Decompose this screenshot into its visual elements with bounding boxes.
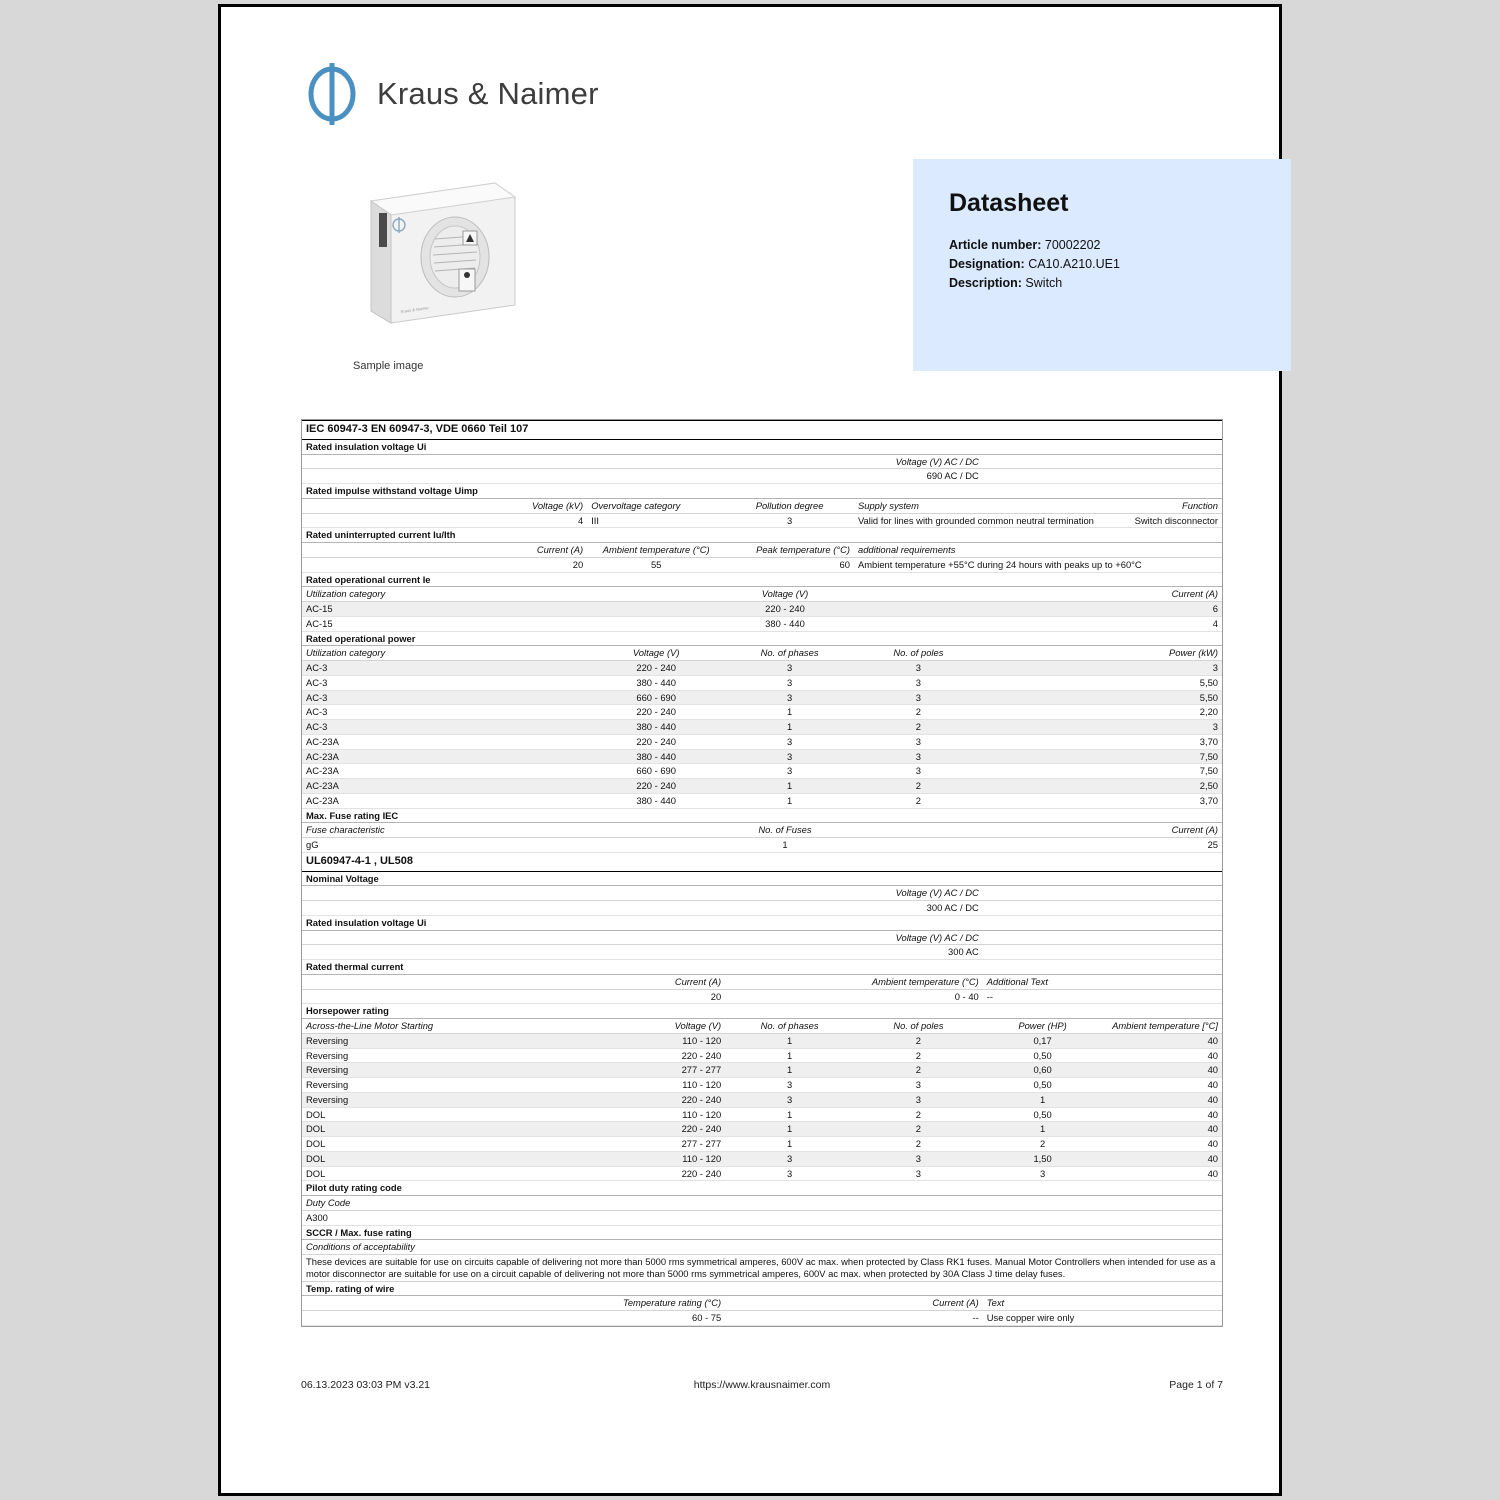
opp-voltage: 220 - 240 [587,779,725,794]
hp-ambient: 40 [1102,1048,1222,1063]
section-rated-thermal-current [302,960,1222,975]
hp-h-starting: Across-the-Line Motor Starting [302,1019,587,1034]
section-temp-rating-wire [302,1281,1222,1296]
svg-text:Kraus & Naimer: Kraus & Naimer [400,305,430,314]
hp-h-poles: No. of poles [854,1019,983,1034]
opp-category: AC-23A [302,779,587,794]
table-row [302,779,1222,794]
opp-h-category: Utilization category [302,646,587,661]
hp-power: 1 [983,1122,1103,1137]
footer-website-link[interactable]: https://www.krausnaimer.com [693,1379,831,1391]
pilot-duty-label: Pilot duty rating code [302,1181,1222,1196]
table-row [302,705,1222,720]
thermal-h-additional: Additional Text [983,974,1222,989]
brand-name: Kraus & Naimer [377,76,599,111]
opp-category: AC-23A [302,793,587,808]
table-row [302,1151,1222,1166]
hp-power: 0,50 [983,1107,1103,1122]
sccr-header [302,1240,1222,1255]
hp-voltage: 220 - 240 [587,1092,725,1107]
unint-h-current: Current (A) [302,543,587,558]
ul-nominal-header [302,886,1222,901]
opp-category: AC-23A [302,749,587,764]
fuse-h-characteristic: Fuse characteristic [302,823,587,838]
ul-thermal-row [302,989,1222,1004]
table-row [302,749,1222,764]
hp-starting: Reversing [302,1063,587,1078]
opp-phases: 1 [725,705,854,720]
pilot-duty-value: A300 [302,1210,1222,1225]
opp-phases: 1 [725,793,854,808]
product-sample-image [355,165,535,345]
hp-starting: Reversing [302,1048,587,1063]
fuse-h-current: Current (A) [983,823,1222,838]
wire-h-temp: Temperature rating (°C) [302,1296,725,1311]
footer-page-number: Page 1 of 7 [1169,1379,1223,1391]
opp-power: 3,70 [983,734,1222,749]
opp-poles: 3 [854,734,983,749]
ul-standard-title: UL60947-4-1 , UL508 [302,852,1222,871]
description-line [949,276,1062,290]
hp-poles: 3 [854,1092,983,1107]
hp-ambient: 40 [1102,1122,1222,1137]
table-row [302,734,1222,749]
opp-voltage: 380 - 440 [587,749,725,764]
section-rated-operational-current [302,572,1222,587]
ul-hp-header [302,1019,1222,1034]
rated-operational-current-label: Rated operational current Ie [302,572,1222,587]
opp-voltage: 660 - 690 [587,764,725,779]
opp-phases: 3 [725,675,854,690]
fuse-current: 25 [983,838,1222,853]
iec-uninterrupted-row [302,557,1222,572]
opp-phases: 3 [725,661,854,676]
hp-poles: 2 [854,1137,983,1152]
wire-h-text: Text [983,1296,1222,1311]
rated-operational-power-label: Rated operational power [302,631,1222,646]
wire-text: Use copper wire only [983,1311,1222,1326]
ul-insulation-row [302,945,1222,960]
impulse-h-supply: Supply system [854,498,1102,513]
hp-ambient: 40 [1102,1063,1222,1078]
hp-power: 0,17 [983,1033,1103,1048]
opc-category: AC-15 [302,602,587,617]
rated-insulation-voltage-label: Rated insulation voltage Ui [302,439,1222,454]
hp-phases: 3 [725,1151,854,1166]
hp-voltage: 110 - 120 [587,1151,725,1166]
opp-category: AC-3 [302,720,587,735]
thermal-additional: -- [983,989,1222,1004]
opc-current: 4 [983,616,1222,631]
hp-poles: 3 [854,1151,983,1166]
rated-thermal-current-label: Rated thermal current [302,960,1222,975]
description-label: Description: [949,276,1022,290]
opp-voltage: 220 - 240 [587,705,725,720]
fuse-characteristic: gG [302,838,587,853]
opp-power: 5,50 [983,690,1222,705]
sccr-note-row [302,1255,1222,1282]
opp-h-phases: No. of phases [725,646,854,661]
pilot-duty-row [302,1210,1222,1225]
opp-power: 7,50 [983,764,1222,779]
designation-value: CA10.A210.UE1 [1028,257,1120,271]
designation-line [949,257,1120,271]
hp-ambient: 40 [1102,1166,1222,1181]
opp-category: AC-3 [302,690,587,705]
opp-h-voltage: Voltage (V) [587,646,725,661]
wire-temp: 60 - 75 [302,1311,725,1326]
fuse-count: 1 [587,838,983,853]
section-horsepower-rating [302,1004,1222,1019]
table-row [302,838,1222,853]
iec-insulation-row [302,469,1222,484]
table-row [302,1063,1222,1078]
hp-ambient: 40 [1102,1137,1222,1152]
ul-thermal-header [302,974,1222,989]
hp-voltage: 110 - 120 [587,1107,725,1122]
impulse-h-voltage: Voltage (kV) [302,498,587,513]
section-rated-impulse [302,484,1222,499]
opc-h-voltage: Voltage (V) [587,587,983,602]
wire-current: -- [725,1311,983,1326]
impulse-pollution: 3 [725,513,854,528]
hp-phases: 1 [725,1107,854,1122]
hp-voltage: 277 - 277 [587,1063,725,1078]
hp-starting: Reversing [302,1033,587,1048]
ul-insulation-value: 300 AC [302,945,983,960]
opp-poles: 2 [854,720,983,735]
wire-header [302,1296,1222,1311]
spec-tables [301,419,1223,1327]
opp-category: AC-3 [302,661,587,676]
hp-h-ambient: Ambient temperature [°C] [1102,1019,1222,1034]
hp-starting: DOL [302,1137,587,1152]
opp-h-power: Power (kW) [983,646,1222,661]
iec-fuse-header [302,823,1222,838]
opp-poles: 3 [854,690,983,705]
article-number-value: 70002202 [1044,238,1101,252]
opp-poles: 2 [854,705,983,720]
section-rated-uninterrupted [302,528,1222,543]
opc-h-current: Current (A) [983,587,1222,602]
hp-power: 1 [983,1092,1103,1107]
unint-peak: 60 [725,557,854,572]
section-ul-standard [302,852,1222,871]
opp-phases: 1 [725,779,854,794]
hp-ambient: 40 [1102,1033,1222,1048]
iec-standard-title: IEC 60947-3 EN 60947-3, VDE 0660 Teil 107 [302,421,1222,440]
table-row [302,1107,1222,1122]
iec-oppower-header [302,646,1222,661]
opp-voltage: 380 - 440 [587,720,725,735]
page-content [283,47,1233,1427]
section-sccr [302,1225,1222,1240]
iec-insulation-header [302,454,1222,469]
opp-category: AC-23A [302,734,587,749]
hp-voltage: 220 - 240 [587,1122,725,1137]
table-row [302,793,1222,808]
fuse-h-count: No. of Fuses [587,823,983,838]
ul-rated-insulation-label: Rated insulation voltage Ui [302,915,1222,930]
datasheet-title: Datasheet [949,189,1069,217]
specifications-table [302,420,1222,1326]
impulse-overvoltage: III [587,513,725,528]
section-rated-operational-power [302,631,1222,646]
thermal-h-ambient: Ambient temperature (°C) [725,974,983,989]
unint-h-additional: additional requirements [854,543,1222,558]
table-row [302,720,1222,735]
hp-voltage: 110 - 120 [587,1078,725,1093]
opp-phases: 3 [725,764,854,779]
hp-phases: 3 [725,1078,854,1093]
opp-phases: 3 [725,734,854,749]
hp-starting: Reversing [302,1078,587,1093]
footer-timestamp: 06.13.2023 03:03 PM v3.21 [301,1379,431,1391]
iec-impulse-header [302,498,1222,513]
iec-insulation-value: 690 AC / DC [302,469,983,484]
hp-phases: 1 [725,1122,854,1137]
unint-additional: Ambient temperature +55°C during 24 hours with peaks up to +60°C [854,557,1222,572]
unint-ambient: 55 [587,557,725,572]
opp-power: 3 [983,661,1222,676]
section-ul-rated-insulation [302,915,1222,930]
ul-insulation-header [302,930,1222,945]
hp-phases: 3 [725,1092,854,1107]
article-number-line [949,238,1101,252]
opp-category: AC-3 [302,675,587,690]
hp-power: 3 [983,1166,1103,1181]
iec-opcurrent-header [302,587,1222,602]
opp-voltage: 660 - 690 [587,690,725,705]
impulse-function: Switch disconnector [1102,513,1222,528]
hp-ambient: 40 [1102,1151,1222,1166]
opp-voltage: 220 - 240 [587,734,725,749]
ul-nominal-value: 300 AC / DC [302,901,983,916]
opp-phases: 1 [725,720,854,735]
hp-poles: 3 [854,1166,983,1181]
opp-power: 7,50 [983,749,1222,764]
impulse-supply: Valid for lines with grounded common neutral termination [854,513,1102,528]
opp-poles: 2 [854,793,983,808]
sccr-header-text: Conditions of acceptability [302,1240,1222,1255]
opp-poles: 2 [854,779,983,794]
table-row [302,1166,1222,1181]
opp-poles: 3 [854,764,983,779]
opp-voltage: 220 - 240 [587,661,725,676]
hp-poles: 2 [854,1033,983,1048]
impulse-h-function: Function [1102,498,1222,513]
description-value: Switch [1025,276,1063,290]
designation-label: Designation: [949,257,1025,271]
opc-h-category: Utilization category [302,587,587,602]
opc-voltage: 220 - 240 [587,602,983,617]
hp-phases: 1 [725,1033,854,1048]
opp-power: 2,20 [983,705,1222,720]
section-nominal-voltage [302,871,1222,886]
impulse-h-overvoltage: Overvoltage category [587,498,725,513]
hp-poles: 2 [854,1122,983,1137]
hp-phases: 1 [725,1137,854,1152]
rated-uninterrupted-label: Rated uninterrupted current Iu/Ith [302,528,1222,543]
hp-poles: 2 [854,1107,983,1122]
nominal-voltage-label: Nominal Voltage [302,871,1222,886]
table-row [302,1137,1222,1152]
sccr-label: SCCR / Max. fuse rating [302,1225,1222,1240]
hp-ambient: 40 [1102,1092,1222,1107]
wire-row [302,1311,1222,1326]
table-row [302,616,1222,631]
unint-h-ambient: Ambient temperature (°C) [587,543,725,558]
rated-impulse-label: Rated impulse withstand voltage Uimp [302,484,1222,499]
horsepower-rating-label: Horsepower rating [302,1004,1222,1019]
hp-power: 0,50 [983,1048,1103,1063]
ul-nominal-row [302,901,1222,916]
iec-insulation-header-text: Voltage (V) AC / DC [302,454,983,469]
table-row [302,690,1222,705]
table-row [302,1033,1222,1048]
table-row [302,764,1222,779]
hp-h-power: Power (HP) [983,1019,1103,1034]
max-fuse-iec-label: Max. Fuse rating IEC [302,808,1222,823]
hp-power: 2 [983,1137,1103,1152]
opp-category: AC-23A [302,764,587,779]
opp-category: AC-3 [302,705,587,720]
impulse-h-pollution: Pollution degree [725,498,854,513]
hp-ambient: 40 [1102,1107,1222,1122]
table-row [302,675,1222,690]
opp-poles: 3 [854,675,983,690]
sample-image-caption: Sample image [353,360,424,372]
wire-h-current: Current (A) [725,1296,983,1311]
opp-power: 3 [983,720,1222,735]
section-rated-insulation-voltage [302,439,1222,454]
hp-starting: DOL [302,1151,587,1166]
section-pilot-duty [302,1181,1222,1196]
hp-power: 0,50 [983,1078,1103,1093]
table-row [302,1092,1222,1107]
opp-poles: 3 [854,661,983,676]
thermal-ambient: 0 - 40 [725,989,983,1004]
hp-poles: 2 [854,1048,983,1063]
opp-voltage: 380 - 440 [587,793,725,808]
opp-power: 3,70 [983,793,1222,808]
thermal-current: 20 [302,989,725,1004]
hp-starting: DOL [302,1122,587,1137]
datasheet-info-box [913,159,1291,371]
hp-starting: DOL [302,1107,587,1122]
opp-power: 5,50 [983,675,1222,690]
hp-voltage: 220 - 240 [587,1166,725,1181]
hp-starting: DOL [302,1166,587,1181]
opc-voltage: 380 - 440 [587,616,983,631]
hp-h-voltage: Voltage (V) [587,1019,725,1034]
hp-phases: 1 [725,1048,854,1063]
pilot-duty-header [302,1196,1222,1211]
sccr-note-text: These devices are suitable for use on circuits capable of delivering not more than 5000 rms symmetrical amperes, 600V ac max. when protected by Class RK1 fuses. Manual Motor Controllers when intended for use as a motor disconnector are suitable for use on a circuit capable of delivering not more than 5000 rms symmetrical amperes, 600V ac max. when protected by 30A Class J time delay fuses. [302,1255,1222,1282]
opp-phases: 3 [725,690,854,705]
table-row [302,602,1222,617]
opp-h-poles: No. of poles [854,646,983,661]
hp-poles: 2 [854,1063,983,1078]
thermal-h-current: Current (A) [302,974,725,989]
iec-uninterrupted-header [302,543,1222,558]
ul-nominal-header-text: Voltage (V) AC / DC [302,886,983,901]
opc-current: 6 [983,602,1222,617]
document-page [218,4,1282,1496]
brand-header [303,61,599,127]
opp-power: 2,50 [983,779,1222,794]
section-max-fuse-iec [302,808,1222,823]
hp-poles: 3 [854,1078,983,1093]
hp-h-phases: No. of phases [725,1019,854,1034]
table-row [302,1078,1222,1093]
temp-rating-wire-label: Temp. rating of wire [302,1281,1222,1296]
impulse-voltage: 4 [302,513,587,528]
opc-category: AC-15 [302,616,587,631]
hp-voltage: 277 - 277 [587,1137,725,1152]
hp-phases: 1 [725,1063,854,1078]
hp-power: 1,50 [983,1151,1103,1166]
iec-impulse-row [302,513,1222,528]
hp-starting: Reversing [302,1092,587,1107]
table-row [302,1122,1222,1137]
hp-ambient: 40 [1102,1078,1222,1093]
unint-h-peak: Peak temperature (°C) [725,543,854,558]
hp-power: 0,60 [983,1063,1103,1078]
hp-phases: 3 [725,1166,854,1181]
pilot-duty-header-text: Duty Code [302,1196,1222,1211]
phi-logo-icon [303,61,361,127]
ul-insulation-header-text: Voltage (V) AC / DC [302,930,983,945]
opp-phases: 3 [725,749,854,764]
hp-voltage: 220 - 240 [587,1048,725,1063]
opp-poles: 3 [854,749,983,764]
opp-voltage: 380 - 440 [587,675,725,690]
table-row [302,661,1222,676]
hp-voltage: 110 - 120 [587,1033,725,1048]
section-iec-standard [302,421,1222,440]
article-number-label: Article number: [949,238,1042,252]
table-row [302,1048,1222,1063]
unint-current: 20 [302,557,587,572]
